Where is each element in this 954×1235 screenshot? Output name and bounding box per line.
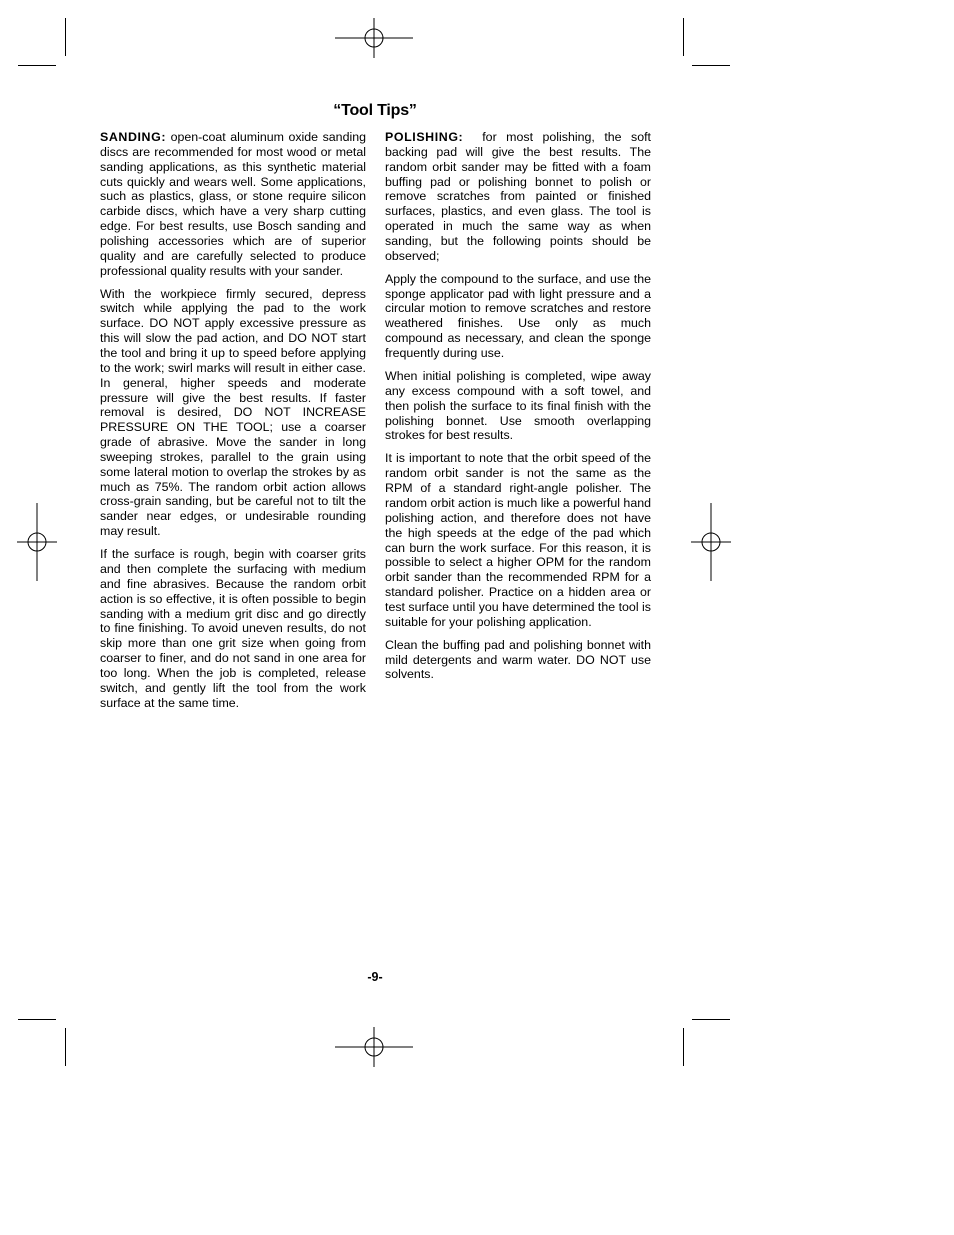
- polishing-paragraph: [385, 130, 655, 264]
- cleaning-paragraph: Clean the buffing pad and polishing bonnet with mild detergents and warm water. DO NOT use solvents.: [385, 637, 651, 682]
- polishing-text: for most polishing, the soft backing pad will give the best results. The random orbit sander may be fitted with a foam buffing pad or polishing bonnet to polish or remove scratches from painted or finished surfaces, plastics, and even glass. The tool is operated in much the same way as when sanding, but the following points should be observed;: [385, 130, 655, 263]
- crop-mark-top-left-vertical: [65, 18, 66, 56]
- polishing-heading: POLISHING:: [385, 130, 464, 144]
- crop-mark-top-right-horizontal: [692, 65, 730, 66]
- workpiece-paragraph: With the workpiece firmly secured, depress switch while applying the pad to the work surface. DO NOT apply excessive pressure as this will slow the pad action, and DO NOT start the tool and bring it up to speed before applying to the work; swirl marks will result in either case. In general, higher speeds and moderate pressure will give the best results. If faster removal is desired, DO NOT INCREASE PRESSURE ON THE TOOL; use a coarser grade of abrasive. Move the sander in long sweeping strokes, parallel to the grain using some lateral motion to overlap the strokes by as much as 75%. The random orbit action allows cross-grain sanding, but be careful not to tilt the sander near edges, or undesirable rounding may result.: [100, 286, 366, 539]
- registration-mark-bottom-icon: [335, 1027, 413, 1067]
- compound-paragraph: Apply the compound to the surface, and use the sponge applicator pad with light pressure and a circular motion to remove scratches and restore weathered finishes. Use only as much compound as necessary, and clean the sponge frequently during use.: [385, 271, 651, 360]
- registration-mark-right-icon: [691, 503, 731, 581]
- crop-mark-top-right-vertical: [683, 18, 684, 56]
- registration-mark-left-icon: [17, 503, 57, 581]
- orbit-speed-paragraph: It is important to note that the orbit speed of the random orbit sander is not the same as the RPM of a standard right-angle polisher. The random orbit action is much like a powerful hand polishing action, and therefore does not have the high speeds at the edge of the pad which can burn the work surface. For this reason, it is possible to select a higher OPM for the random orbit sander than the recommended RPM for a standard polisher. Practice on a hidden area or test surface until you have determined the tool is suitable for your polishing application.: [385, 451, 651, 629]
- page-title: “Tool Tips”: [333, 102, 417, 119]
- crop-mark-bottom-left-horizontal: [18, 1019, 56, 1020]
- registration-mark-top-icon: [335, 18, 413, 58]
- page-number: -9-: [367, 970, 383, 984]
- sanding-text: open-coat aluminum oxide sanding discs are recommended for most wood or metal sanding applications, as this synthetic material cuts quickly and wears well. Some applications, such as plastics, glass, or stone require silicon carbide discs, which have a very sharp cutting edge. For best results, use Bosch sanding and polishing accessories which are of superior quality and are carefully selected to produce professional quality results with your sander.: [100, 130, 366, 278]
- crop-mark-bottom-right-horizontal: [692, 1019, 730, 1020]
- rough-surface-paragraph: If the surface is rough, begin with coarser grits and then complete the surfacing with medium and fine abrasives. Because the random orbit action is so effective, it is often possible to begin sanding with a medium grit disc and go directly to fine finishing. To avoid uneven results, do not skip more than one grit size when going from coarser to finer, and do not sand in one area for too long. When the job is completed, release switch, and gently lift the tool from the work surface at the same time.: [100, 547, 366, 710]
- left-column: [100, 130, 366, 719]
- initial-polishing-paragraph: When initial polishing is completed, wipe away any excess compound with a soft towel, and then polish the surface to its final finish with the polishing bonnet. Use smooth overlapping strokes for best results.: [385, 369, 651, 443]
- sanding-paragraph: [100, 130, 366, 278]
- right-column: [385, 130, 655, 690]
- crop-mark-bottom-right-vertical: [683, 1028, 684, 1066]
- sanding-heading: SANDING:: [100, 130, 167, 144]
- crop-mark-bottom-left-vertical: [65, 1028, 66, 1066]
- crop-mark-top-left-horizontal: [18, 65, 56, 66]
